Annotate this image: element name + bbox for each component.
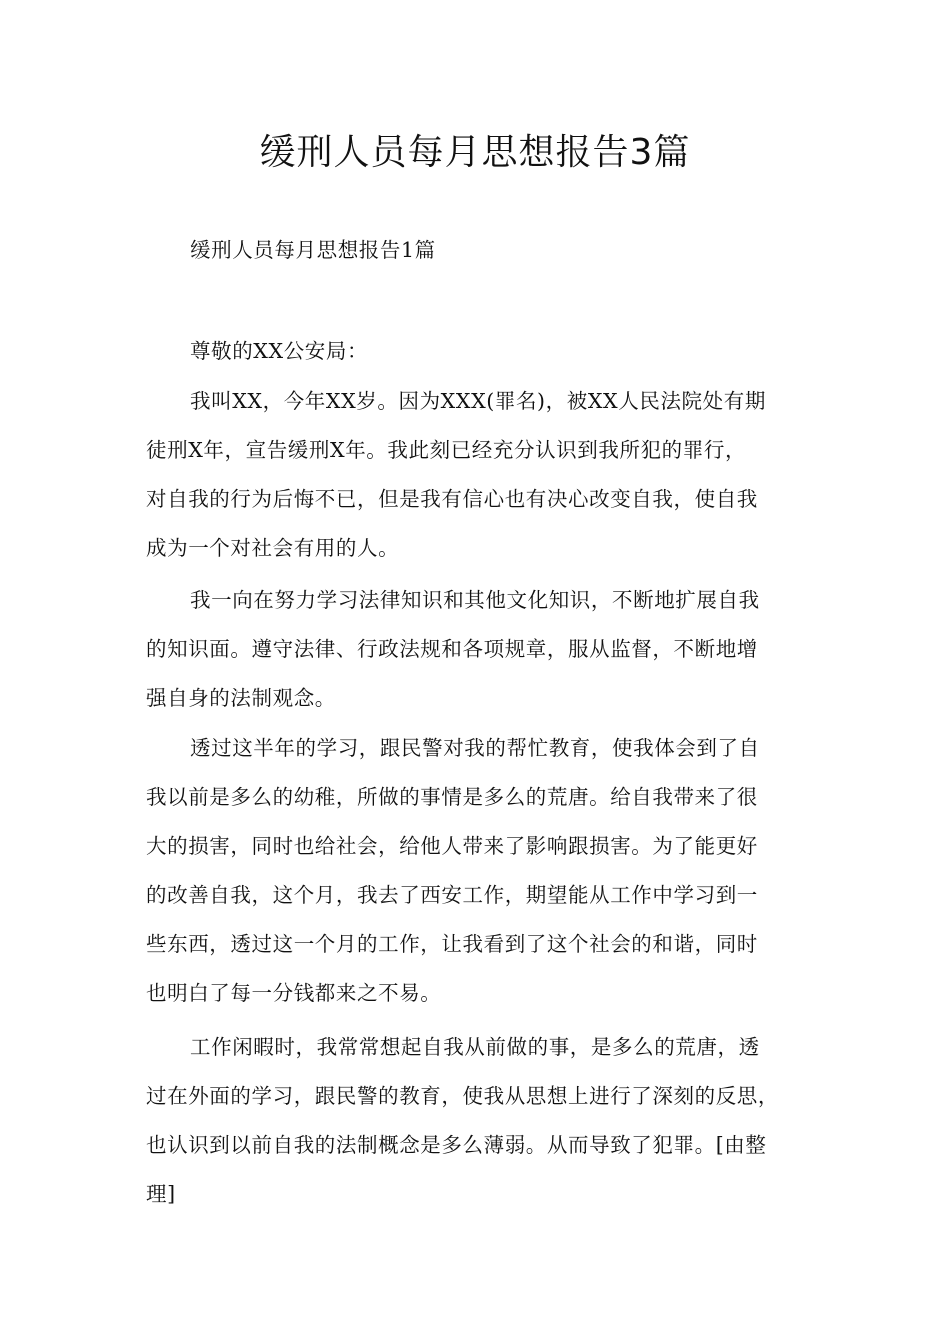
paragraph-line: 大的损害，同时也给社会，给他人带来了影响跟损害。为了能更好 (146, 834, 758, 858)
paragraph-line: 强自身的法制观念。 (146, 686, 336, 710)
salutation: 尊敬的XX公安局： (190, 339, 369, 363)
paragraph-line: 也明白了每一分钱都来之不易。 (146, 981, 442, 1005)
paragraph-2 (146, 576, 822, 723)
paragraph-line: 徒刑X年，宣告缓刑X年。我此刻已经充分认识到我所犯的罪行， (146, 438, 747, 462)
paragraph-line: 对自我的行为后悔不已，但是我有信心也有决心改变自我，使自我 (146, 487, 758, 511)
paragraph-line: 些东西，透过这一个月的工作，让我看到了这个社会的和谐，同时 (146, 932, 758, 956)
paragraph-3 (146, 724, 822, 1018)
paragraph-line: 理] (146, 1182, 176, 1206)
paragraph-line: 成为一个对社会有用的人。 (146, 536, 400, 560)
paragraph-line: 我叫XX，今年XX岁。因为XXX(罪名)，被XX人民法院处有期 (190, 389, 766, 413)
paragraph-line: 工作闲暇时，我常常想起自我从前做的事，是多么的荒唐，透 (190, 1035, 760, 1059)
paragraph-line: 的改善自我，这个月，我去了西安工作，期望能从工作中学习到一 (146, 883, 758, 907)
document-title: 缓刑人员每月思想报告3篇 (259, 132, 691, 173)
paragraph-1 (146, 377, 822, 573)
paragraph-line: 透过这半年的学习，跟民警对我的帮忙教育，使我体会到了自 (190, 736, 760, 760)
section-heading: 缓刑人员每月思想报告1篇 (190, 238, 436, 262)
paragraph-line: 过在外面的学习，跟民警的教育，使我从思想上进行了深刻的反思， (146, 1084, 779, 1108)
paragraph-line: 我以前是多么的幼稚，所做的事情是多么的荒唐。给自我带来了很 (146, 785, 758, 809)
paragraph-line: 也认识到以前自我的法制概念是多么薄弱。从而导致了犯罪。[由整 (146, 1133, 767, 1157)
paragraph-line: 我一向在努力学习法律知识和其他文化知识，不断地扩展自我 (190, 588, 760, 612)
paragraph-4 (146, 1023, 822, 1219)
paragraph-line: 的知识面。遵守法律、行政法规和各项规章，服从监督，不断地增 (146, 637, 758, 661)
